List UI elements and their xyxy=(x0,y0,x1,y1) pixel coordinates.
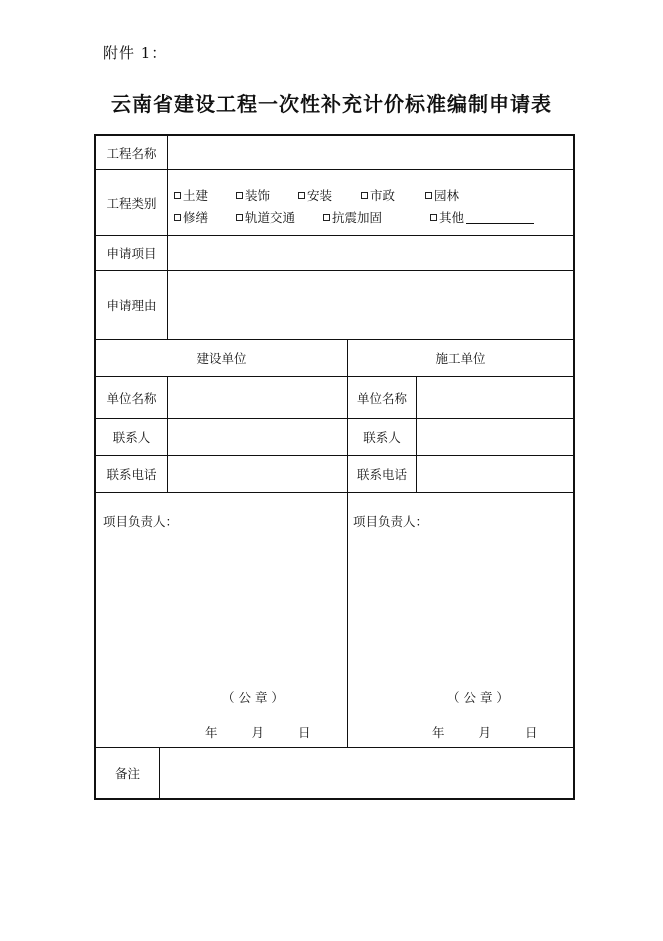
construction-unit-name-label: 单位名称 xyxy=(106,390,157,406)
project-type-label: 工程类别 xyxy=(106,195,157,211)
construction-contact-label: 联系人 xyxy=(112,430,151,445)
construction-unit-name-field[interactable] xyxy=(168,377,347,418)
construction-seal-label: （ 公 章 ） xyxy=(222,690,284,705)
checkbox-icon xyxy=(430,214,437,221)
construction-phone-field[interactable] xyxy=(168,456,347,492)
apply-item-label: 申请项目 xyxy=(106,246,157,261)
type-option-municipal[interactable]: 市政 xyxy=(361,186,395,204)
builder-unit-header: 施工单位 xyxy=(435,351,486,366)
checkbox-icon xyxy=(425,192,432,199)
type-option-installation[interactable]: 安装 xyxy=(298,186,332,204)
date-month: 月 xyxy=(478,725,492,740)
attachment-label: 附件 1： xyxy=(103,44,168,62)
construction-project-leader-label: 项目负责人： xyxy=(103,514,179,529)
type-option-seismic-reinforcement[interactable]: 抗震加固 xyxy=(323,208,382,226)
type-option-rail-transit[interactable]: 轨道交通 xyxy=(236,208,295,226)
builder-signature-date xyxy=(432,723,538,741)
checkbox-icon xyxy=(174,214,181,221)
checkbox-icon xyxy=(236,192,243,199)
type-option-landscape[interactable]: 园林 xyxy=(425,186,459,204)
apply-item-field[interactable] xyxy=(168,236,573,270)
date-day: 日 xyxy=(525,725,538,740)
type-option-decoration[interactable]: 装饰 xyxy=(236,186,270,204)
checkbox-icon xyxy=(174,192,181,199)
builder-unit-name-field[interactable] xyxy=(417,377,573,418)
remark-label: 备注 xyxy=(114,766,140,781)
type-option-repair[interactable]: 修缮 xyxy=(174,208,208,226)
other-blank-line[interactable] xyxy=(466,211,534,224)
project-name-field[interactable] xyxy=(168,136,573,169)
remark-field[interactable] xyxy=(160,748,573,798)
builder-contact-label: 联系人 xyxy=(363,430,401,445)
builder-seal-label: （ 公 章 ） xyxy=(447,690,509,705)
apply-reason-field[interactable] xyxy=(168,271,573,339)
date-month: 月 xyxy=(251,725,265,740)
checkbox-icon xyxy=(298,192,305,199)
builder-unit-name-label: 单位名称 xyxy=(356,390,407,406)
type-option-civil[interactable]: 土建 xyxy=(174,186,208,204)
row-divider xyxy=(94,492,575,493)
date-year: 年 xyxy=(205,725,218,740)
date-day: 日 xyxy=(298,725,311,740)
form-border-bottom xyxy=(94,798,575,800)
page-title: 云南省建设工程一次性补充计价标准编制申请表 xyxy=(111,92,552,116)
checkbox-icon xyxy=(323,214,330,221)
builder-phone-field[interactable] xyxy=(417,456,573,492)
project-name-label: 工程名称 xyxy=(106,145,157,161)
construction-contact-field[interactable] xyxy=(168,419,347,455)
construction-phone-label: 联系电话 xyxy=(106,467,157,482)
builder-project-leader-label: 项目负责人： xyxy=(353,514,429,529)
form-border-right xyxy=(573,134,575,800)
builder-phone-label: 联系电话 xyxy=(356,467,407,482)
checkbox-icon xyxy=(361,192,368,199)
type-option-other[interactable]: 其他 xyxy=(430,208,534,226)
apply-reason-label: 申请理由 xyxy=(106,298,157,313)
builder-contact-field[interactable] xyxy=(417,419,573,455)
date-year: 年 xyxy=(432,725,445,740)
checkbox-icon xyxy=(236,214,243,221)
construction-signature-date xyxy=(205,723,311,741)
construction-unit-header: 建设单位 xyxy=(196,351,247,366)
